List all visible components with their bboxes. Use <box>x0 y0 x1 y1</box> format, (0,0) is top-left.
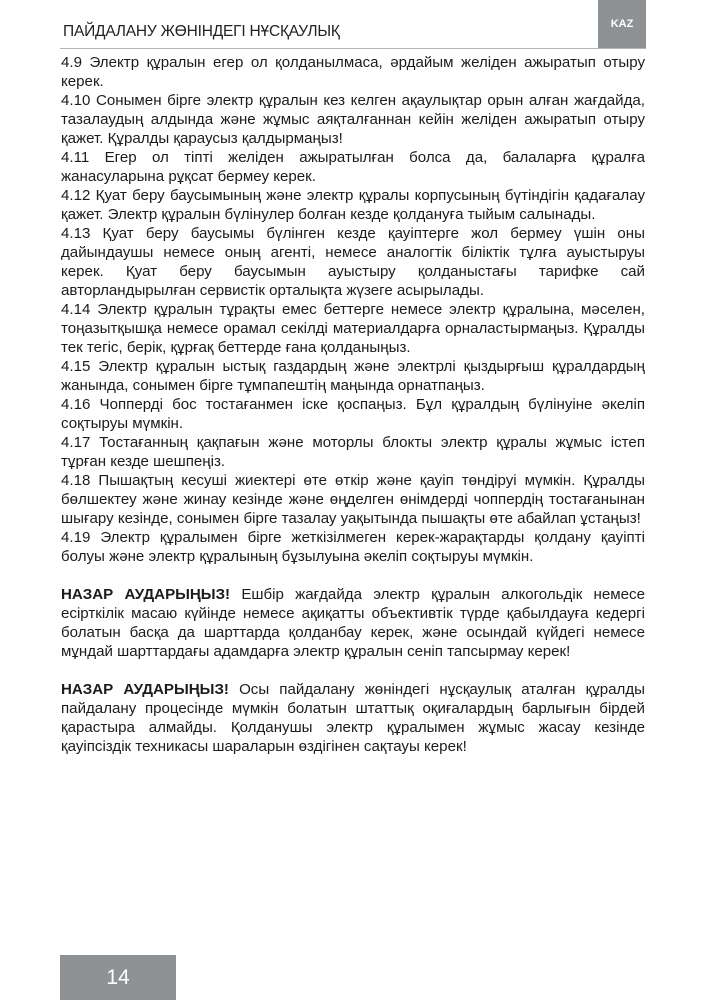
page-number: 14 <box>60 955 176 1000</box>
page-header-title: ПАЙДАЛАНУ ЖӨНІНДЕГІ НҰСҚАУЛЫҚ <box>63 23 340 40</box>
safety-item-4-11: 4.11 Егер ол тіпті желіден ажыратылған болса да, балаларға құралға жанасуларына рұқсат бермеу керек. <box>61 149 645 185</box>
safety-item-4-19: 4.19 Электр құралымен бірге жеткізілмеген керек-жарақтарды қолдану қауіпті болуы және электр құралының бұзылуына әкеліп соқтыруы мүмкін. <box>61 529 645 565</box>
warning-text: Ешбір жағдайда электр құралын алкогольдік немесе есірткілік масаю күйінде немесе ақиқатты объективтік түрде қабылдауға кедергі болатын басқа да шарттарда қолданбау керек, және осындай күйдегі немесе мұндай шарттардағы адамдарға электр құралын сеніп тапсырмау керек! <box>61 586 645 660</box>
warning-text: Осы пайдалану жөніндегі нұсқаулық аталған құралды пайдалану процесінде мүмкін болатын штаттық оқиғалардың барлығын бірдей қарастыра алмайды. Қолданушы электр құралымен жұмыс жасау кезінде қауіпсіздік техникасы шараларын өздігінен сақтауы керек! <box>61 681 645 755</box>
safety-item-4-10: 4.10 Сонымен бірге электр құралын кез келген ақаулықтар орын алған жағдайда, тазалаудың алдында және жұмыс аяқталғаннан кейін желіден ажыратып отыру қажет. Құралды қараусыз қалдырмаңыз! <box>61 92 645 147</box>
safety-item-4-17: 4.17 Тостағанның қақпағын және моторлы блокты электр құралы жұмыс істеп тұрған кезде шешпеңіз. <box>61 434 645 470</box>
warning-paragraph-alcohol <box>61 585 645 661</box>
safety-item-4-12: 4.12 Қуат беру баусымының және электр құралы корпусының бүтіндігін қадағалау қажет. Электр құралын бүлінулер болған кезде қолдануға тыйым салынады. <box>61 187 645 223</box>
warning-label: НАЗАР АУДАРЫҢЫЗ! <box>61 586 231 603</box>
safety-item-4-14: 4.14 Электр құралын тұрақты емес беттерге немесе электр құралына, мәселен, тоңазытқышқа немесе орамал секілді материалдарға орналастырмаңыз. Құралды тек тегіс, берік, құрғақ беттерде ғана қолданыңыз. <box>61 301 645 356</box>
safety-item-4-13: 4.13 Қуат беру баусымы бүлінген кезде қауіптерге жол бермеу үшін оны дайындаушы немесе оның агенті, немесе аналогтік біліктік тұлға ауыстыруы керек. Қуат беру баусымын ауыстыру қолданыстағы тарифке сай авторландырылған сервистік орталықта жүзеге асырылады. <box>61 225 645 299</box>
warning-label: НАЗАР АУДАРЫҢЫЗ! <box>61 681 229 698</box>
document-body <box>61 53 645 756</box>
language-badge: KAZ <box>598 0 646 48</box>
header-divider <box>60 48 646 49</box>
safety-item-4-18: 4.18 Пышақтың кесуші жиектері өте өткір және қауіп төндіруі мүмкін. Құралды бөлшектеу және жинау кезінде және өңделген өнімдерді чоппердің тостағанынан шығару кезінде, сонымен бірге тазалау уақытында пышақты өте абайлап ұстаңыз! <box>61 472 645 527</box>
safety-item-4-16: 4.16 Чопперді бос тостағанмен іске қоспаңыз. Бұл құралдың бүлінуіне әкеліп соқтыруы мүмкін. <box>61 396 645 432</box>
safety-item-4-9: 4.9 Электр құралын егер ол қолданылмаса, әрдайым желіден ажыратып отыру керек. <box>61 54 645 90</box>
safety-item-4-15: 4.15 Электр құралын ыстық газдардың және электрлі қыздырғыш құралдардың жанында, сонымен бірге тұмпапештің маңында орнатпаңыз. <box>61 358 645 394</box>
warning-paragraph-limitations <box>61 680 645 756</box>
